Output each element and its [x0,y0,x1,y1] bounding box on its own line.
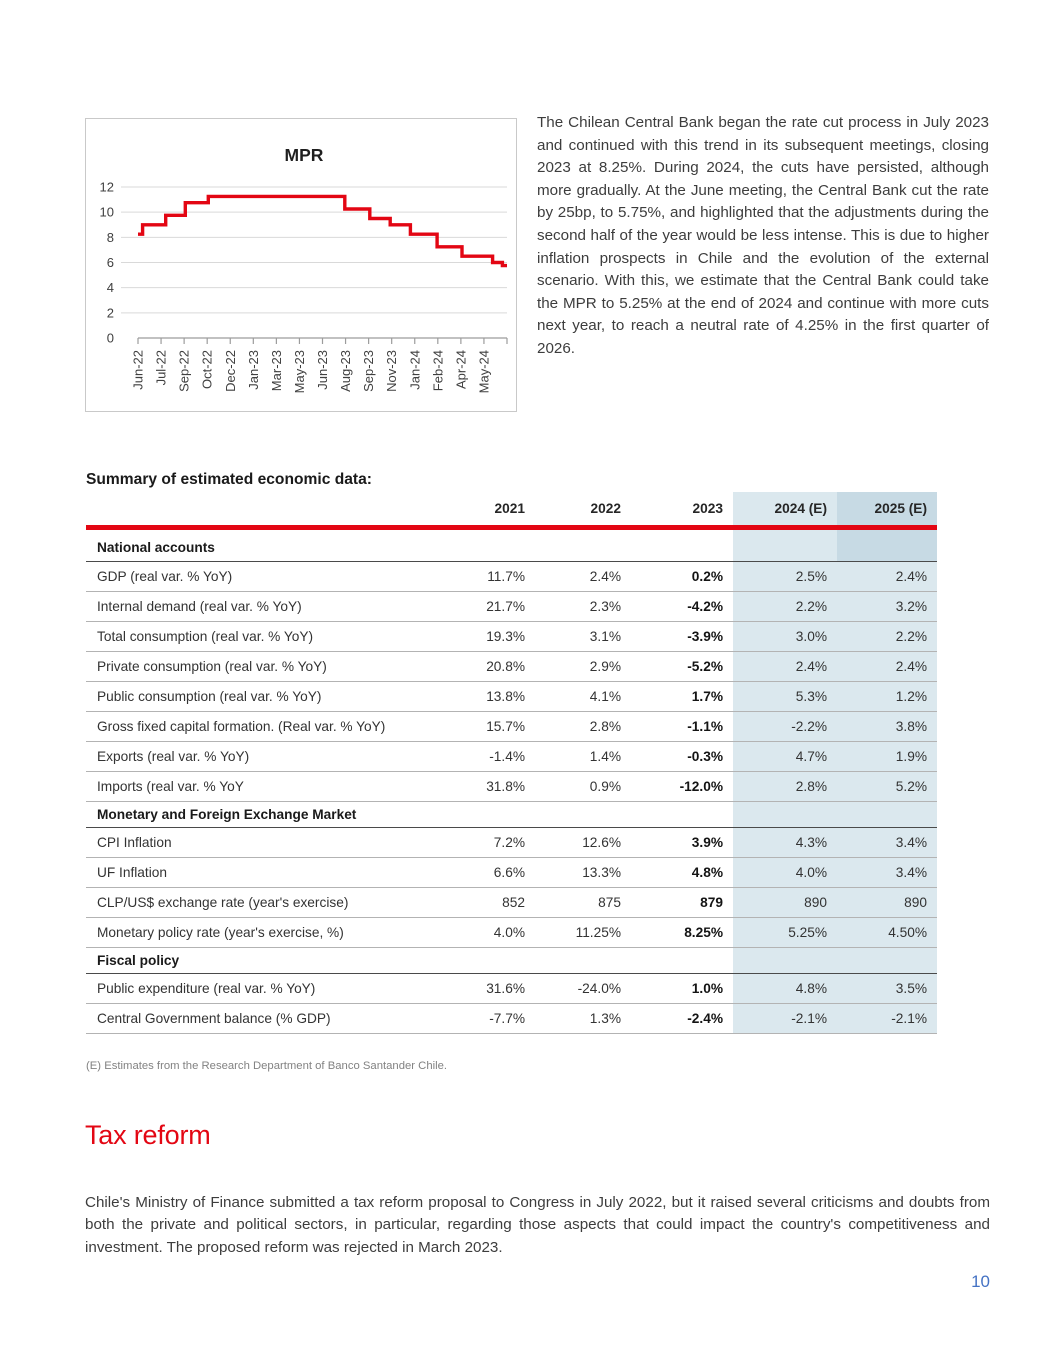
cell-2024: -2.1% [733,1003,837,1033]
table-title: Summary of estimated economic data: [86,471,372,488]
table-spacer-row [86,527,937,535]
cell-2025: 2.4% [837,561,937,591]
x-axis-label: Jan-23 [245,350,261,390]
column-header-2023: 2023 [692,500,723,516]
cell-2021: -7.7% [489,1010,525,1026]
section-label: Fiscal policy [97,952,180,968]
cell-2025: 3.8% [837,711,937,741]
table-row [86,917,937,947]
x-axis-label: May-24 [476,350,492,394]
intro-paragraph: The Chilean Central Bank began the rate cut process in July 2023 and continued with this trend in its subsequent meetings, closing 2023 at 8.25%. During 2024, the cuts have persisted, although more gradually. At the June meeting, the Central Bank cut the rate by 25bp, to 5.75%, and highlighted that the adjustments during the second half of the year would be less intense. This is due to higher inflation prospects in Chile and the evolution of the external scenario. With this, we estimate that the Central Bank could take the MPR to 5.25% at the end of 2024 and continue with more cuts next year, to reach a neutral rate of 4.25% in the first quarter of 2026. [537,114,989,357]
spacer-cell [535,527,631,535]
cell-2022: 2.4% [589,568,621,584]
table-body [86,527,937,1033]
y-axis-label: 12 [99,179,114,195]
cell-2023: -12.0% [679,778,723,794]
cell-2022: 2.3% [589,598,621,614]
row-label: Exports (real var. % YoY) [97,748,250,764]
cell-2021: -1.4% [489,748,525,764]
section-cell [837,947,937,973]
y-axis-label: 0 [106,330,114,346]
section-cell [733,947,837,973]
page-number: 10 [971,1272,990,1291]
cell-2025: 2.4% [837,651,937,681]
x-axis-label: Jun-22 [130,350,146,390]
x-axis-label: Apr-24 [453,350,469,390]
cell-2022: 2.9% [589,658,621,674]
x-axis-label: Jun-23 [315,350,330,390]
cell-2024: 5.3% [733,681,837,711]
row-label: Central Government balance (% GDP) [97,1010,331,1026]
column-header-empty [86,492,431,527]
cell-2025: 5.2% [837,771,937,801]
cell-2022: 1.3% [589,1010,621,1026]
cell-2021: 6.6% [493,864,525,880]
table-row [86,561,937,591]
cell-2024: 890 [733,887,837,917]
y-axis-label: 8 [106,229,114,245]
mpr-chart [85,118,517,412]
cell-2024: 2.2% [733,591,837,621]
column-header-2022: 2022 [590,500,621,516]
row-label: Private consumption (real var. % YoY) [97,658,327,674]
x-axis-label: Aug-23 [338,350,354,392]
cell-2024: -2.2% [733,711,837,741]
cell-2025: 890 [837,887,937,917]
cell-2024: 4.3% [733,827,837,857]
cell-2023: -5.2% [687,658,723,674]
cell-2024: 4.8% [733,973,837,1003]
section-cell [631,947,733,973]
table-row [86,857,937,887]
cell-2021: 11.7% [487,568,525,584]
cell-2021: 31.8% [486,778,525,794]
mpr-step-line [138,196,507,265]
cell-2022: 875 [598,894,621,910]
cell-2024: 2.4% [733,651,837,681]
cell-2024: 2.8% [733,771,837,801]
table-row [86,1003,937,1033]
cell-2023: 8.25% [684,924,723,940]
table-footnote: (E) Estimates from the Research Department of Banco Santander Chile. [86,1060,448,1072]
row-label: Internal demand (real var. % YoY) [97,598,302,614]
tax-reform-heading: Tax reform [85,1120,211,1150]
section-label: Monetary and Foreign Exchange Market [97,806,357,822]
cell-2025: 3.5% [837,973,937,1003]
cell-2024: 4.0% [733,857,837,887]
table-row [86,681,937,711]
x-axis-label: Dec-22 [222,350,238,392]
x-axis-label: May-23 [291,350,307,394]
cell-2025: 3.4% [837,857,937,887]
column-header-2025: 2025 (E) [837,492,937,527]
section-row [86,535,937,561]
cell-2023: 1.0% [691,980,723,996]
section-cell [631,535,733,561]
spacer-cell [631,527,733,535]
cell-2023: 879 [700,894,723,910]
cell-2024: 3.0% [733,621,837,651]
tax-reform-paragraph: Chile's Ministry of Finance submitted a tax reform proposal to Congress in July 2022, but it raised several criticisms and doubts from both the private and political sectors, in particular, regarding those aspects that could impact the country's competitiveness and investment. The proposed reform was rejected in March 2023. [85,1194,990,1256]
row-label: Public consumption (real var. % YoY) [97,688,322,704]
table-row [86,651,937,681]
section-label: National accounts [97,540,215,556]
cell-2023: 0.2% [691,568,723,584]
table-header-row [86,492,937,527]
cell-2022: 2.8% [589,718,621,734]
cell-2025: 4.50% [837,917,937,947]
cell-2021: 20.8% [486,658,525,674]
row-label: Total consumption (real var. % YoY) [97,628,314,644]
x-axis-label: Nov-23 [384,350,400,392]
row-label: Imports (real var. % YoY [97,778,244,794]
row-label: GDP (real var. % YoY) [97,568,233,584]
section-cell [733,535,837,561]
cell-2023: -1.1% [687,718,723,734]
cell-2022: 1.4% [589,748,621,764]
cell-2025: -2.1% [837,1003,937,1033]
table-header [86,492,937,527]
section-row [86,947,937,973]
cell-2023: -4.2% [687,598,723,614]
table-row [86,887,937,917]
table-row [86,771,937,801]
y-axis-label: 6 [106,255,114,270]
mpr-chart-svg [86,119,516,411]
cell-2025: 3.2% [837,591,937,621]
y-axis-label: 4 [106,280,114,296]
cell-2022: 4.1% [589,688,621,704]
column-header-2021: 2021 [494,500,525,516]
table-row [86,827,937,857]
section-cell [837,535,937,561]
section-cell [631,801,733,827]
cell-2022: 13.3% [582,864,621,880]
cell-2022: -24.0% [577,980,621,996]
cell-2023: 3.9% [691,834,723,850]
economic-data-table [86,492,937,1034]
row-label: Gross fixed capital formation. (Real var. % YoY) [97,718,386,734]
section-cell [431,801,535,827]
cell-2021: 31.6% [486,980,525,996]
section-cell [535,947,631,973]
x-axis-label: Jul-22 [153,350,169,386]
cell-2022: 12.6% [582,834,621,850]
table-row [86,621,937,651]
cell-2023: -0.3% [687,748,723,764]
cell-2021: 4.0% [493,924,525,940]
cell-2022: 11.25% [575,924,621,940]
row-label: CLP/US$ exchange rate (year's exercise) [97,894,349,910]
x-axis-label: Sep-22 [176,350,192,392]
cell-2024: 5.25% [733,917,837,947]
section-cell [535,801,631,827]
cell-2021: 852 [502,894,525,910]
x-axis-label: Oct-22 [199,350,215,390]
chart-title: MPR [284,145,324,165]
row-label: CPI Inflation [97,834,172,850]
cell-2024: 4.7% [733,741,837,771]
section-cell [837,801,937,827]
cell-2023: 4.8% [691,864,723,880]
table-row [86,591,937,621]
cell-2023: 1.7% [691,688,723,704]
spacer-cell [837,527,937,535]
section-cell [431,535,535,561]
cell-2025: 1.2% [837,681,937,711]
cell-2021: 15.7% [486,718,525,734]
cell-2022: 0.9% [589,778,621,794]
cell-2022: 3.1% [589,628,621,644]
table-row [86,711,937,741]
spacer-cell [431,527,535,535]
column-header-2024: 2024 (E) [733,492,837,527]
cell-2025: 1.9% [837,741,937,771]
row-label: UF Inflation [97,864,167,880]
section-cell [535,535,631,561]
cell-2021: 21.7% [486,598,525,614]
x-axis-label: Mar-23 [268,350,284,392]
cell-2023: -2.4% [687,1010,723,1026]
row-label: Monetary policy rate (year's exercise, %) [97,924,344,940]
x-axis-label: Feb-24 [430,350,446,392]
section-row [86,801,937,827]
cell-2025: 2.2% [837,621,937,651]
spacer-cell [86,527,431,535]
y-axis-label: 2 [106,305,114,321]
x-axis-label: Jan-24 [407,350,423,390]
section-cell [733,801,837,827]
cell-2025: 3.4% [837,827,937,857]
row-label: Public expenditure (real var. % YoY) [97,980,316,996]
section-cell [431,947,535,973]
spacer-cell [733,527,837,535]
y-axis-label: 10 [99,204,114,220]
x-axis-label: Sep-23 [361,350,377,392]
table-row [86,741,937,771]
cell-2024: 2.5% [733,561,837,591]
cell-2021: 19.3% [486,628,525,644]
cell-2023: -3.9% [687,628,723,644]
cell-2021: 13.8% [486,688,525,704]
table-row [86,973,937,1003]
cell-2021: 7.2% [493,834,525,850]
